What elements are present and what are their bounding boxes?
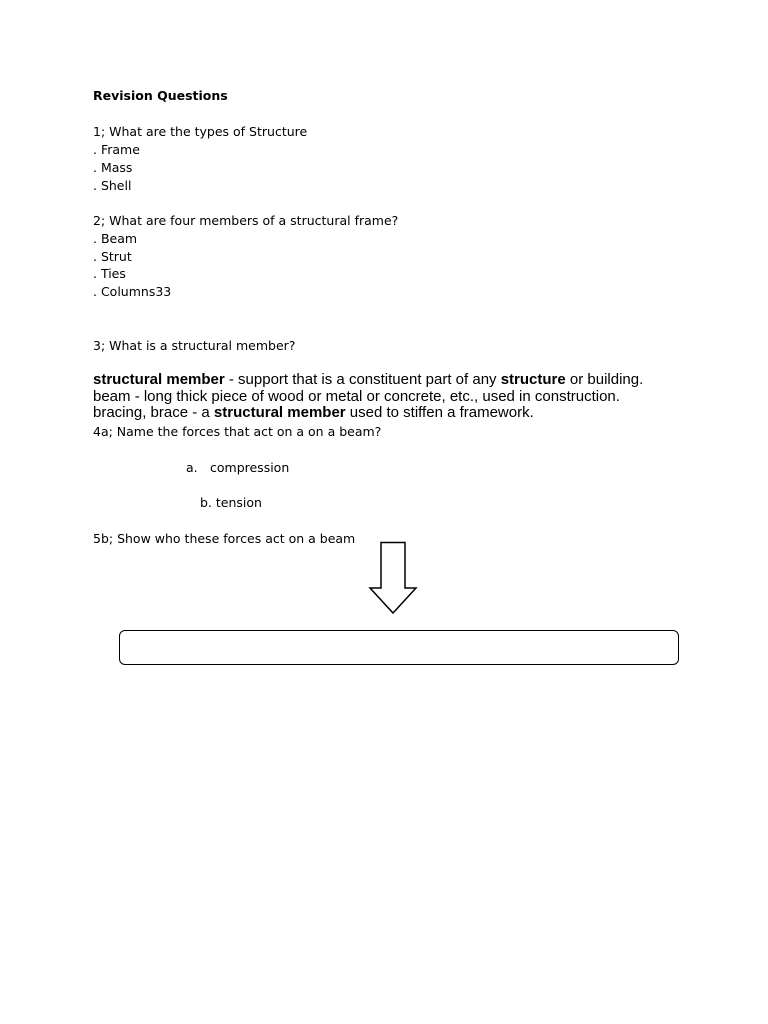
answer-mass: . Mass (93, 160, 133, 175)
question-3: 3; What is a structural member? (93, 338, 296, 353)
question-2: 2; What are four members of a structural frame? (93, 213, 399, 228)
definition-text: bracing, brace - a (93, 404, 214, 421)
question-1: 1; What are the types of Structure (93, 124, 308, 139)
answer-beam: . Beam (93, 231, 138, 246)
answer-columns: . Columns33 (93, 284, 172, 299)
answer-compression (186, 460, 289, 476)
answer-frame: . Frame (93, 142, 140, 157)
answer-shell: . Shell (93, 178, 132, 193)
definition-line-1 (93, 372, 643, 389)
definition-line-2: beam - long thick piece of wood or metal or concrete, etc., used in construction. (93, 388, 620, 405)
answer-strut: . Strut (93, 249, 132, 264)
definition-text: used to stiffen a framework. (345, 404, 534, 421)
answer-tension: b. tension (200, 495, 262, 510)
definition-text: - support that is a constituent part of any (224, 371, 501, 388)
definition-text: or building. (565, 371, 644, 388)
question-4a: 4a; Name the forces that act on a on a beam? (93, 424, 382, 439)
list-marker: a. (186, 460, 198, 475)
answer-text: compression (210, 460, 290, 475)
down-arrow-icon (368, 541, 418, 615)
beam-rectangle (119, 630, 679, 665)
page-title: Revision Questions (93, 88, 228, 103)
definition-term: structural member (93, 371, 225, 388)
answer-ties: . Ties (93, 266, 126, 281)
definition-line-3 (93, 405, 534, 422)
question-5b: 5b; Show who these forces act on a beam (93, 531, 356, 546)
definition-term: structure (500, 371, 566, 388)
definition-term: structural member (213, 404, 346, 421)
